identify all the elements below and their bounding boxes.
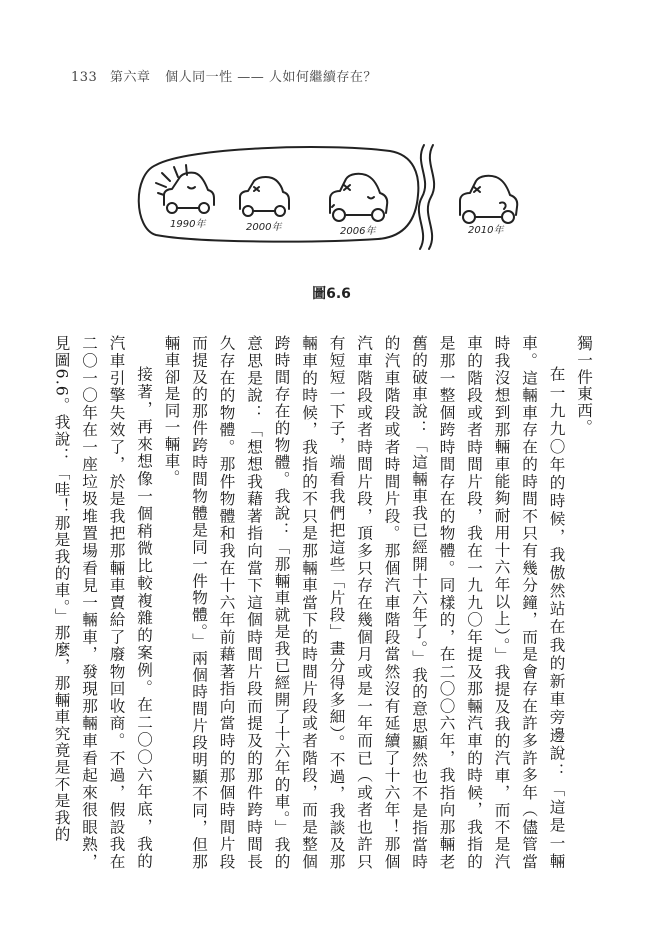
car-2010-icon: [460, 176, 517, 223]
figure-caption: 圖6.6: [312, 286, 351, 302]
paragraph-1: 獨一件東西。: [575, 335, 593, 436]
car-1990-icon: [156, 165, 214, 213]
figure-car-timeline: [128, 135, 538, 255]
page-number: 133: [71, 70, 98, 85]
separator-wave-1: [419, 145, 425, 249]
car-2006-icon: [330, 174, 387, 221]
car-2000-icon: [240, 177, 289, 216]
label-1990: 1990年: [170, 219, 206, 230]
label-2000: 2000年: [246, 222, 282, 233]
label-2006: 2006年: [340, 226, 376, 237]
chapter-label: 第六章: [109, 70, 151, 85]
separator-wave-2: [428, 145, 434, 249]
body-text: [47, 335, 597, 870]
running-header: [71, 66, 377, 85]
paragraph-3: 接著，再來想像一個稍微比較複雜的案例。在二〇〇六年底，我的汽車引擎失效了，於是我把那輛車賣給了廢物回收商。不過，假設我在二〇一〇年在一座垃圾堆置場看見一輛車，發現那輛車看起來很眼熟，見圖6.6。我說：「哇！那是我的車。」那麼，那輛車究竟是不是我的: [52, 335, 153, 870]
chapter-title: 個人同一性 —— 人如何繼續存在？: [165, 70, 377, 85]
paragraph-2: 在一九九〇年的時候，我傲然站在我的新車旁邊說：「這是一輛車。這輛車存在的時間不只有幾分鐘，而是會存在許多許多年（儘管當時我沒想到那輛車能夠耐用十六年以上）。」我提及我的汽車，而不是汽車的階段或者時間片段，我在一九九〇年提及那輛汽車的時候，我指的是那一整個跨時間存在的物體。同樣的，在二〇〇六年，我指向那輛老舊的破車說：「這輛車我已經開十六年了。」我的意思顯然也不是指當時的汽車階段或者時間片段。那個汽車階段當然沒有延續了十六年！那個汽車階段或者時間片段，頂多只存在幾個月或是一年而已（或者也許只有短短一下子，端看我們把這些「片段」畫分得多細）。不過，我談及那輛車的時候，我指的不只是那輛車當下的時間片段或者階段，而是整個跨時間存在的物體。我說：「那輛車就是我已經開了十六年的車。」我的意思是說：「想想我藉著指向當下這個時間片段而提及的那件跨時間長久存在的物體。那件物體和我在十六年前藉著指向當時的那個時間片段而提及的那件跨時間物體是同一件物體。」兩個時間片段明顯不同，但那輛車卻是同一輛車。: [162, 335, 566, 870]
label-2010: 2010年: [468, 225, 504, 236]
